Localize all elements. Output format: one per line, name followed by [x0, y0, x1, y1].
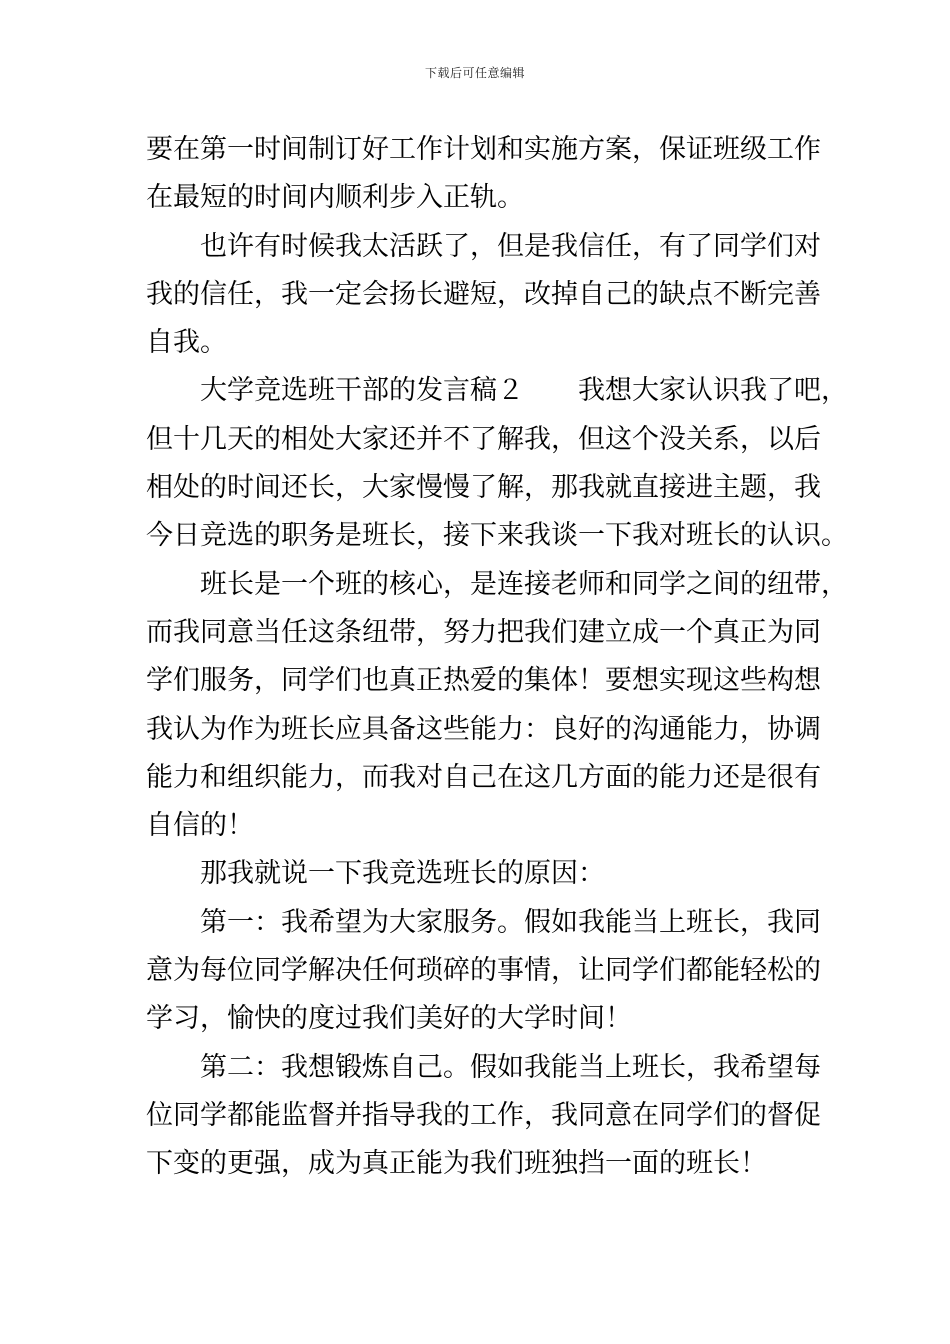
text-line: 今日竞选的职务是班长，接下来我谈一下我对班长的认识。	[146, 520, 848, 552]
text-line: 能力和组织能力，而我对自己在这几方面的能力还是很有	[146, 761, 821, 793]
text-line: 班长是一个班的核心，是连接老师和同学之间的纽带，	[200, 568, 848, 600]
text-line: 下变的更强，成为真正能为我们班独挡一面的班长！	[146, 1148, 767, 1180]
text-line: 我的信任，我一定会扬长避短，改掉自己的缺点不断完善	[146, 278, 821, 310]
text-line: 第一：我希望为大家服务。假如我能当上班长，我同	[200, 906, 821, 938]
text-line: 我认为作为班长应具备这些能力：良好的沟通能力，协调	[146, 713, 821, 745]
document-body	[146, 126, 848, 1189]
speech-title-line	[146, 367, 848, 415]
text-line: 自我。	[146, 327, 227, 359]
text-line: 学习，愉快的度过我们美好的大学时间！	[146, 1003, 632, 1035]
text-line: 我想大家认识我了吧，	[578, 375, 848, 407]
text-line: 也许有时候我太活跃了，但是我信任，有了同学们对	[200, 230, 821, 262]
text-line: 自信的！	[146, 810, 254, 842]
text-line: 位同学都能监督并指导我的工作，我同意在同学们的督促	[146, 1099, 821, 1131]
text-line: 相处的时间还长，大家慢慢了解，那我就直接进主题，我	[146, 472, 821, 504]
text-line: 但十几天的相处大家还并不了解我，但这个没关系，以后	[146, 423, 821, 455]
text-line: 要在第一时间制订好工作计划和实施方案，保证班级工作	[146, 134, 821, 165]
text-line: 第二：我想锻炼自己。假如我能当上班长，我希望每	[200, 1051, 821, 1083]
text-line: 学们服务，同学们也真正热爱的集体！要想实现这些构想	[146, 665, 821, 697]
text-line: 在最短的时间内顺利步入正轨。	[146, 182, 524, 214]
speech-title: 大学竞选班干部的发言稿２	[200, 375, 524, 407]
page-header-note: 下载后可任意编辑	[424, 66, 525, 80]
text-line: 那我就说一下我竞选班长的原因：	[200, 858, 605, 890]
text-line: 而我同意当任这条纽带，努力把我们建立成一个真正为同	[146, 616, 821, 648]
text-line: 意为每位同学解决任何琐碎的事情，让同学们都能轻松的	[146, 955, 821, 987]
